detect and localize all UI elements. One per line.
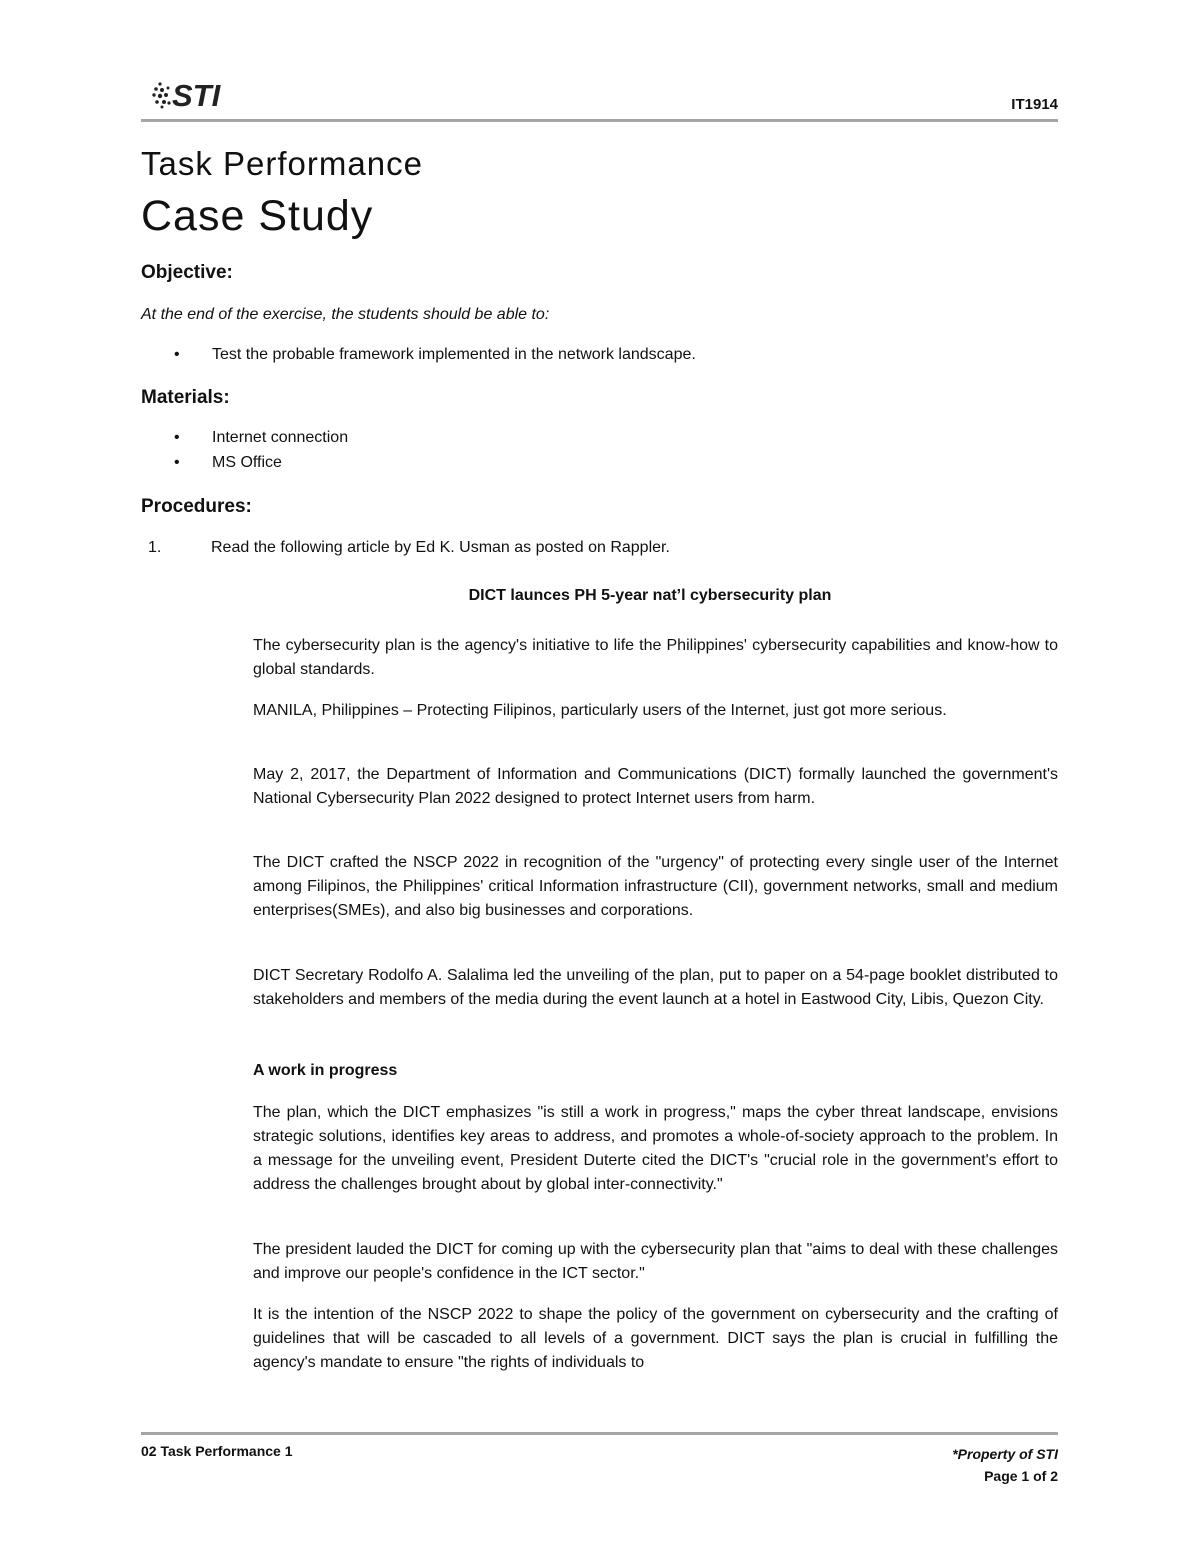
course-code: IT1914 bbox=[1011, 96, 1058, 113]
bullet-icon: • bbox=[174, 454, 180, 471]
article-subheading: A work in progress bbox=[253, 1062, 398, 1079]
objective-item bbox=[174, 346, 696, 364]
materials-heading: Materials: bbox=[141, 387, 230, 408]
materials-item bbox=[174, 454, 282, 472]
footer-course-label: 02 Task Performance 1 bbox=[141, 1443, 293, 1459]
procedure-item bbox=[141, 539, 670, 557]
article-paragraph: The plan, which the DICT emphasizes "is still a work in progress," maps the cyber threat landscape, envisions strategic solutions, identifies key areas to address, and promotes a whole-of-society approach to the problem. In a message for the unveiling event, President Duterte cited the DICT's "crucial role in the government's effort to address the challenges brought about by global inter-connectivity." bbox=[253, 1104, 1058, 1193]
article-paragraph: The DICT crafted the NSCP 2022 in recognition of the "urgency" of protecting every single user of the Internet among Filipinos, the Philippines' critical Information infrastructure (CII), government networks, small and medium enterprises(SMEs), and also big businesses and corporations. bbox=[253, 854, 1058, 919]
page-number: Page 1 of 2 bbox=[984, 1468, 1058, 1484]
sti-logo-icon bbox=[150, 76, 242, 112]
procedure-number: 1. bbox=[148, 539, 162, 556]
bullet-icon: • bbox=[174, 429, 180, 446]
article-paragraph: It is the intention of the NSCP 2022 to shape the policy of the government on cybersecurity and the crafting of guidelines that will be cascaded to all levels of a government. DICT says the plan is crucial in fulfilling the agency's mandate to ensure "the rights of individuals to bbox=[253, 1306, 1058, 1371]
document-type: Task Performance bbox=[141, 145, 423, 182]
header-divider bbox=[141, 119, 1058, 122]
procedure-text: Read the following article by Ed K. Usman as posted on Rappler. bbox=[211, 539, 670, 556]
article-title: DICT launces PH 5-year nat’l cybersecurity plan bbox=[468, 587, 832, 604]
article-paragraph: DICT Secretary Rodolfo A. Salalima led the unveiling of the plan, put to paper on a 54-page booklet distributed to stakeholders and members of the media during the event launch at a hotel in Eastwood City, Libis, Quezon City. bbox=[253, 967, 1058, 1008]
footer-right bbox=[952, 1443, 1058, 1487]
document-title: Case Study bbox=[141, 192, 374, 240]
article-paragraph: MANILA, Philippines – Protecting Filipinos, particularly users of the Internet, just got more serious. bbox=[253, 702, 947, 719]
logo-text: STI bbox=[172, 78, 221, 112]
article-paragraph: The president lauded the DICT for coming up with the cybersecurity plan that "aims to deal with these challenges and improve our people's confidence in the ICT sector." bbox=[253, 1241, 1058, 1282]
objective-intro: At the end of the exercise, the students should be able to: bbox=[141, 306, 550, 323]
procedures-heading: Procedures: bbox=[141, 496, 252, 517]
materials-item-text: MS Office bbox=[212, 454, 282, 471]
bullet-icon: • bbox=[174, 346, 180, 363]
property-notice: *Property of STI bbox=[952, 1446, 1058, 1462]
materials-item-text: Internet connection bbox=[212, 429, 349, 446]
objective-item-text: Test the probable framework implemented in the network landscape. bbox=[212, 346, 696, 363]
article-paragraph: The cybersecurity plan is the agency's initiative to life the Philippines' cybersecurity capabilities and know-how to global standards. bbox=[253, 637, 1058, 678]
objective-heading: Objective: bbox=[141, 262, 233, 283]
sti-logo bbox=[150, 76, 242, 112]
article-paragraph: May 2, 2017, the Department of Information and Communications (DICT) formally launched the government's National Cybersecurity Plan 2022 designed to protect Internet users from harm. bbox=[253, 766, 1058, 807]
footer-divider bbox=[141, 1432, 1058, 1435]
materials-item bbox=[174, 429, 348, 447]
